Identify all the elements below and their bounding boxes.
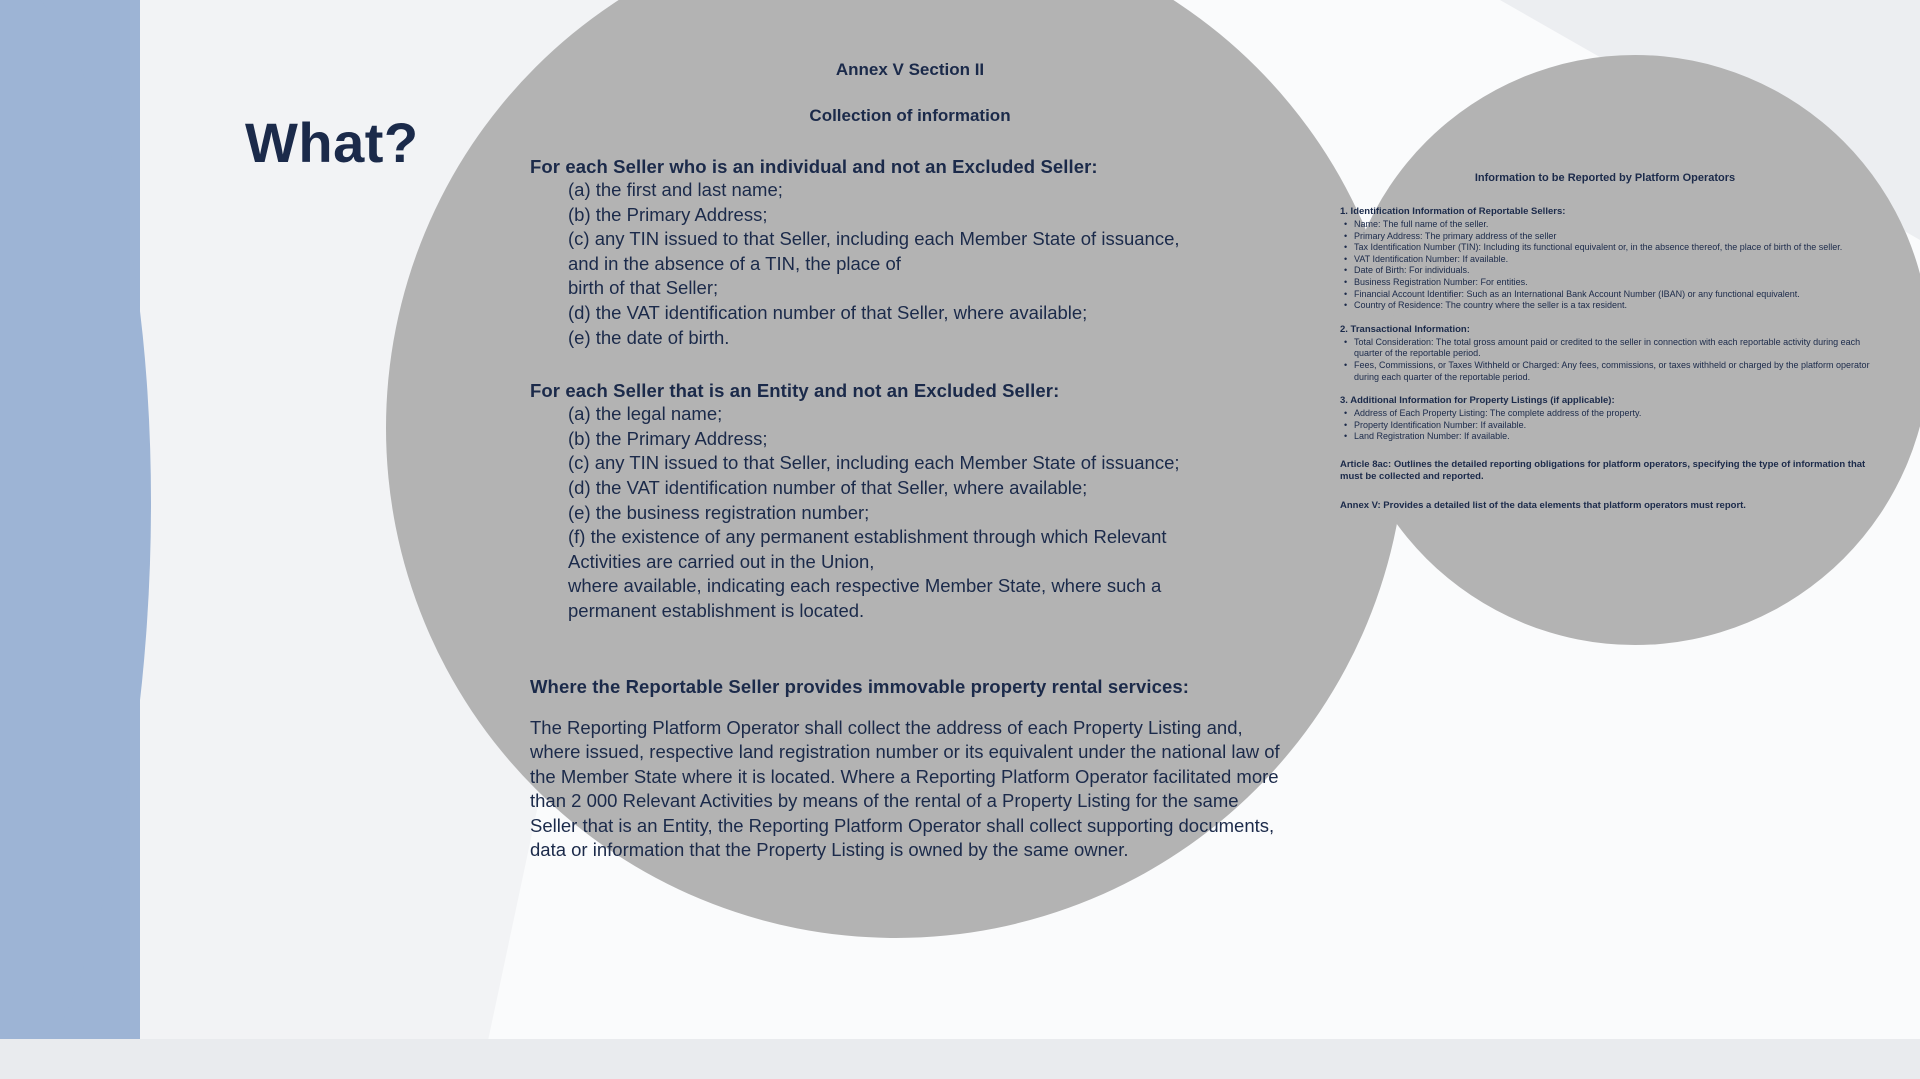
entity-line: (b) the Primary Address; [568, 427, 768, 449]
right-panel-group-list [1340, 408, 1870, 443]
list-item: • Total Consideration: The total gross amount paid or credited to the seller in connection with each reportable activity during each quarter of the reportable period. [1340, 337, 1870, 360]
list-item: • Name: The full name of the seller. [1340, 219, 1870, 231]
right-panel-note: Annex V: Provides a detailed list of the data elements that platform operators must report. [1340, 499, 1746, 511]
entity-line: permanent establishment is located. [568, 599, 865, 621]
entity-line: Activities are carried out in the Union, [568, 550, 875, 572]
right-panel-group-heading: 3. Additional Information for Property Listings (if applicable): [1340, 395, 1615, 407]
annex-label: Annex V Section II [835, 60, 985, 79]
individual-line: birth of that Seller; [568, 277, 719, 299]
entity-line: (d) the VAT identification number of that Seller, where available; [568, 476, 1088, 498]
entity-section-heading: For each Seller that is an Entity and not an Excluded Seller: [530, 380, 1060, 402]
main-content [530, 60, 1290, 863]
list-item: • Address of Each Property Listing: The complete address of the property. [1340, 408, 1870, 420]
individual-line: (a) the first and last name; [568, 179, 783, 200]
list-item: • Business Registration Number: For entities. [1340, 277, 1870, 289]
right-panel-group-list [1340, 337, 1870, 383]
right-panel-title: Information to be Reported by Platform Operators [1474, 172, 1736, 184]
individual-section-heading: For each Seller who is an individual and not an Excluded Seller: [530, 156, 1098, 177]
list-item: • VAT Identification Number: If available. [1340, 254, 1870, 266]
list-item: • Country of Residence: The country where the seller is a tax resident. [1340, 300, 1870, 312]
entity-line: (c) any TIN issued to that Seller, including each Member State of issuance; [568, 452, 1180, 474]
background-bottom-strip [0, 1039, 1920, 1079]
right-panel-group-list [1340, 219, 1870, 312]
page-title: What? [245, 111, 419, 174]
list-item: • Financial Account Identifier: Such as an International Bank Account Number (IBAN) or any functional equivalent. [1340, 289, 1870, 301]
entity-line: (f) the existence of any permanent establishment through which Relevant [568, 526, 1167, 548]
individual-line: (e) the date of birth. [568, 326, 730, 348]
rental-section-paragraph: The Reporting Platform Operator shall collect the address of each Property Listing and, where issued, respective land registration number or its equivalent under the national law of the Member State where it is located. Where a Reporting Platform Operator facilitated more than 2 000 Relevant Activities by means of the rental of a Property Listing for the same Seller that is an Entity, the Reporting Platform Operator shall collect supporting documents, data or information that the Property Listing is owned by the same owner. [530, 716, 1280, 861]
list-item: • Property Identification Number: If available. [1340, 420, 1870, 432]
rental-section-heading: Where the Reportable Seller provides immovable property rental services: [530, 675, 1190, 697]
individual-line: and in the absence of a TIN, the place of [568, 252, 901, 274]
list-item: • Land Registration Number: If available. [1340, 431, 1870, 443]
right-panel-group-heading: 1. Identification Information of Reportable Sellers: [1340, 206, 1566, 217]
list-item: • Primary Address: The primary address of the seller [1340, 231, 1870, 243]
right-panel-note: Article 8ac: Outlines the detailed reporting obligations for platform operators, specifying the type of information that must be collected and reported. [1340, 458, 1866, 483]
list-item: • Tax Identification Number (TIN): Including its functional equivalent or, in the absence thereof, the place of birth of the seller. [1340, 242, 1870, 254]
right-panel [1340, 172, 1870, 512]
collection-label: Collection of information [809, 106, 1011, 125]
right-panel-group-heading: 2. Transactional Information: [1340, 323, 1470, 335]
individual-line: (c) any TIN issued to that Seller, including each Member State of issuance, [568, 228, 1180, 250]
entity-line: (e) the business registration number; [568, 501, 870, 523]
entity-line: (a) the legal name; [568, 403, 723, 425]
individual-line: (b) the Primary Address; [568, 203, 768, 225]
individual-line: (d) the VAT identification number of that Seller, where available; [568, 301, 1088, 323]
entity-line: where available, indicating each respective Member State, where such a [568, 575, 1162, 597]
list-item: • Fees, Commissions, or Taxes Withheld or Charged: Any fees, commissions, or taxes withheld or charged by the platform operator during each quarter of the reportable period. [1340, 360, 1870, 383]
list-item: • Date of Birth: For individuals. [1340, 265, 1870, 277]
